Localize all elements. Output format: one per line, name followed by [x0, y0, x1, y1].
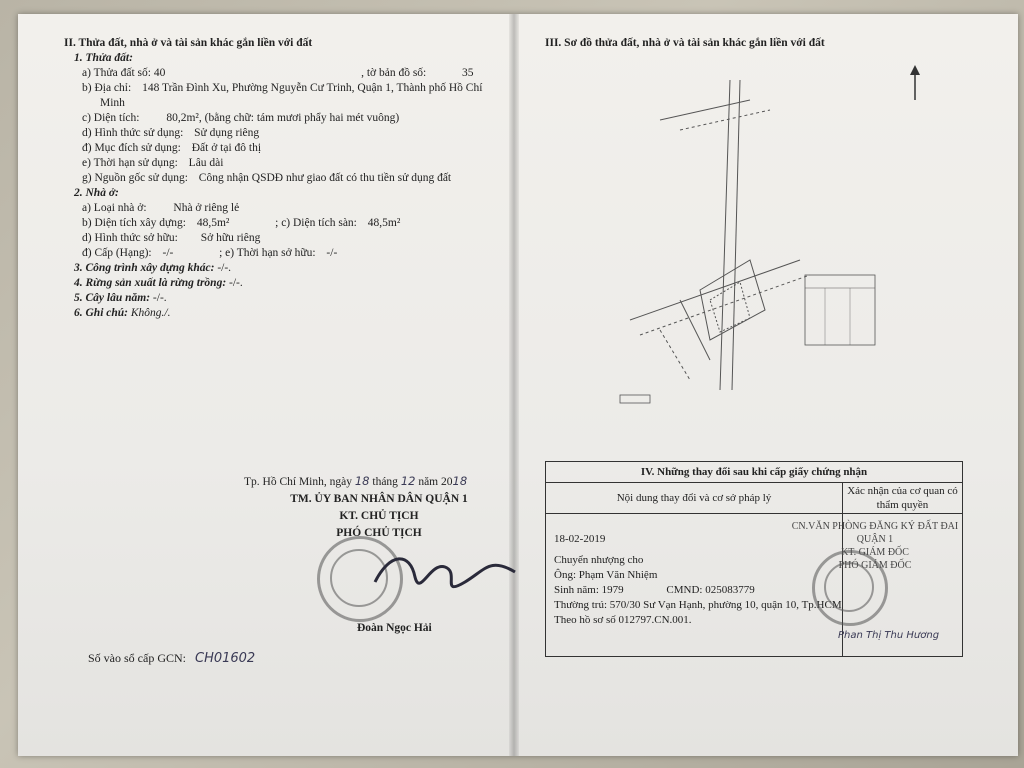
forest-label: 4. Rừng sản xuất là rừng trồng: [74, 277, 227, 289]
left-page [64, 36, 484, 321]
official-signer: Phan Thị Thu Hương [838, 630, 940, 641]
born-line: Sinh năm: 1979 [554, 584, 624, 596]
land-heading: 1. Thửa đất: [74, 52, 133, 64]
date-month-label: tháng [372, 476, 398, 488]
usage-form-row [82, 126, 484, 141]
origin-row [82, 171, 484, 186]
signature-scrawl [370, 542, 520, 602]
change-entries [554, 532, 844, 628]
parcel-value: 40 [153, 67, 166, 79]
address-value: 148 Trần Đình Xu, Phường Nguyễn Cư Trinh, Quận 1, Thành phố Hồ Chí [142, 82, 483, 94]
other-works-label: 3. Công trình xây dựng khác: [74, 262, 215, 274]
parcel-sketch-map [600, 60, 940, 420]
gcn-label: Số vào sổ cấp GCN: [88, 651, 186, 665]
section-iv-title: IV. Những thay đổi sau khi cấp giấy chứng nhận [546, 462, 962, 483]
map-sheet-value: 35 [462, 67, 474, 79]
perennial-row [74, 291, 484, 306]
usage-form-label: d) Hình thức sử dụng: [82, 127, 184, 139]
date-day: 18 [354, 474, 370, 488]
owner-line: Ông: Phạm Văn Nhiệm [554, 569, 658, 581]
own-term-value: -/- [326, 247, 338, 259]
origin-value: Công nhận QSDĐ như giao đất có thu tiền sử dụng đất [198, 172, 452, 184]
office-seal-stamp [812, 550, 888, 626]
residence-line: Thường trú: 570/30 Sư Vạn Hạnh, phường 10, quận 10, Tp.HCM [554, 599, 842, 611]
notes-row [74, 306, 484, 321]
address-row [82, 81, 484, 96]
signer-name: Đoàn Ngọc Hải [357, 622, 432, 634]
house-type-label: a) Loại nhà ở: [82, 202, 147, 214]
north-arrow [910, 65, 920, 100]
parcel-label: a) Thửa đất số: [82, 67, 151, 79]
date-year: 18 [452, 474, 468, 488]
perennial-value: -/-. [152, 292, 167, 304]
col-confirm-header: Xác nhận của cơ quan có thẩm quyền [847, 485, 958, 511]
area-row [82, 111, 484, 126]
authority-line-3: PHÓ CHỦ TỊCH [336, 527, 422, 539]
stamp-line-2: KT. GIÁM ĐỐC [841, 547, 909, 558]
section-ii-title: II. Thửa đất, nhà ở và tài sản khác gắn liền với đất [64, 37, 313, 49]
date-month: 12 [400, 474, 416, 488]
issue-date [244, 473, 514, 491]
changes-header [546, 483, 962, 514]
other-works-value: -/-. [217, 262, 232, 274]
area-label: c) Diện tích: [82, 112, 140, 124]
signature-block [244, 473, 514, 542]
grade-value: -/- [162, 247, 174, 259]
own-term-label: ; e) Thời hạn sở hữu: [219, 247, 316, 259]
ownership-value: Sở hữu riêng [200, 232, 261, 244]
coordinate-table [805, 275, 875, 345]
perennial-label: 5. Cây lâu năm: [74, 292, 151, 304]
transfer-line: Chuyển nhượng cho [554, 554, 644, 566]
build-area-row [82, 216, 484, 231]
notes-label: 6. Ghi chú: [74, 307, 128, 319]
origin-label: g) Nguồn gốc sử dụng: [82, 172, 188, 184]
right-page [545, 36, 975, 51]
floor-area-label: ; c) Diện tích sàn: [275, 217, 357, 229]
born-id-row [554, 583, 844, 598]
build-area-label: b) Diện tích xây dựng: [82, 217, 186, 229]
house-heading: 2. Nhà ở: [74, 187, 119, 199]
term-label: e) Thời hạn sử dụng: [82, 157, 178, 169]
house-type-row [82, 201, 484, 216]
grade-label: đ) Cấp (Hạng): [82, 247, 152, 259]
page-fold [509, 14, 519, 756]
term-value: Lâu dài [188, 157, 224, 169]
other-works-row [74, 261, 484, 276]
house-type-value: Nhà ở riêng lẻ [173, 202, 240, 214]
map-sheet-label: , tờ bản đồ số: [361, 67, 427, 79]
stamp-line-3: PHÓ GIÁM ĐỐC [838, 560, 912, 571]
forest-value: -/-. [229, 277, 243, 289]
purpose-label: đ) Mục đích sử dụng: [82, 142, 181, 154]
term-row [82, 156, 484, 171]
authority-line-2: KT. CHỦ TỊCH [339, 510, 419, 522]
date-prefix: Tp. Hồ Chí Minh, ngày [244, 476, 352, 488]
id-line: CMND: 025083779 [666, 584, 755, 596]
parcel-row [82, 66, 484, 81]
change-date: 18-02-2019 [554, 533, 606, 545]
stamp-line-1: CN.VĂN PHÒNG ĐĂNG KÝ ĐẤT ĐAI QUẬN 1 [791, 521, 959, 545]
purpose-row [82, 141, 484, 156]
section-iii-title: III. Sơ đồ thửa đất, nhà ở và tài sản khác gắn liền với đất [545, 37, 825, 49]
date-year-label: năm 20 [418, 476, 453, 488]
gcn-register [88, 651, 255, 666]
address-label: b) Địa chỉ: [82, 82, 132, 94]
usage-form-value: Sử dụng riêng [194, 127, 260, 139]
grade-row [82, 246, 484, 261]
purpose-value: Đất ở tại đô thị [191, 142, 262, 154]
floor-area-value: 48,5m² [367, 217, 401, 229]
notes-value: Không./. [130, 307, 171, 319]
ownership-row [82, 231, 484, 246]
col-content-header: Nội dung thay đổi và cơ sở pháp lý [546, 483, 843, 513]
area-value: 80,2m², (bằng chữ: tám mươi phẩy hai mét vuông) [166, 112, 400, 124]
ownership-label: d) Hình thức sở hữu: [82, 232, 178, 244]
gcn-value: CH01602 [195, 651, 256, 666]
build-area-value: 48,5m² [196, 217, 230, 229]
authority-line-1: TM. ỦY BAN NHÂN DÂN QUẬN 1 [290, 493, 468, 505]
dossier-line: Theo hồ sơ số 012797.CN.001. [554, 614, 692, 626]
forest-row [74, 276, 484, 291]
changes-box [545, 461, 963, 657]
address-cont: Minh [100, 97, 125, 109]
